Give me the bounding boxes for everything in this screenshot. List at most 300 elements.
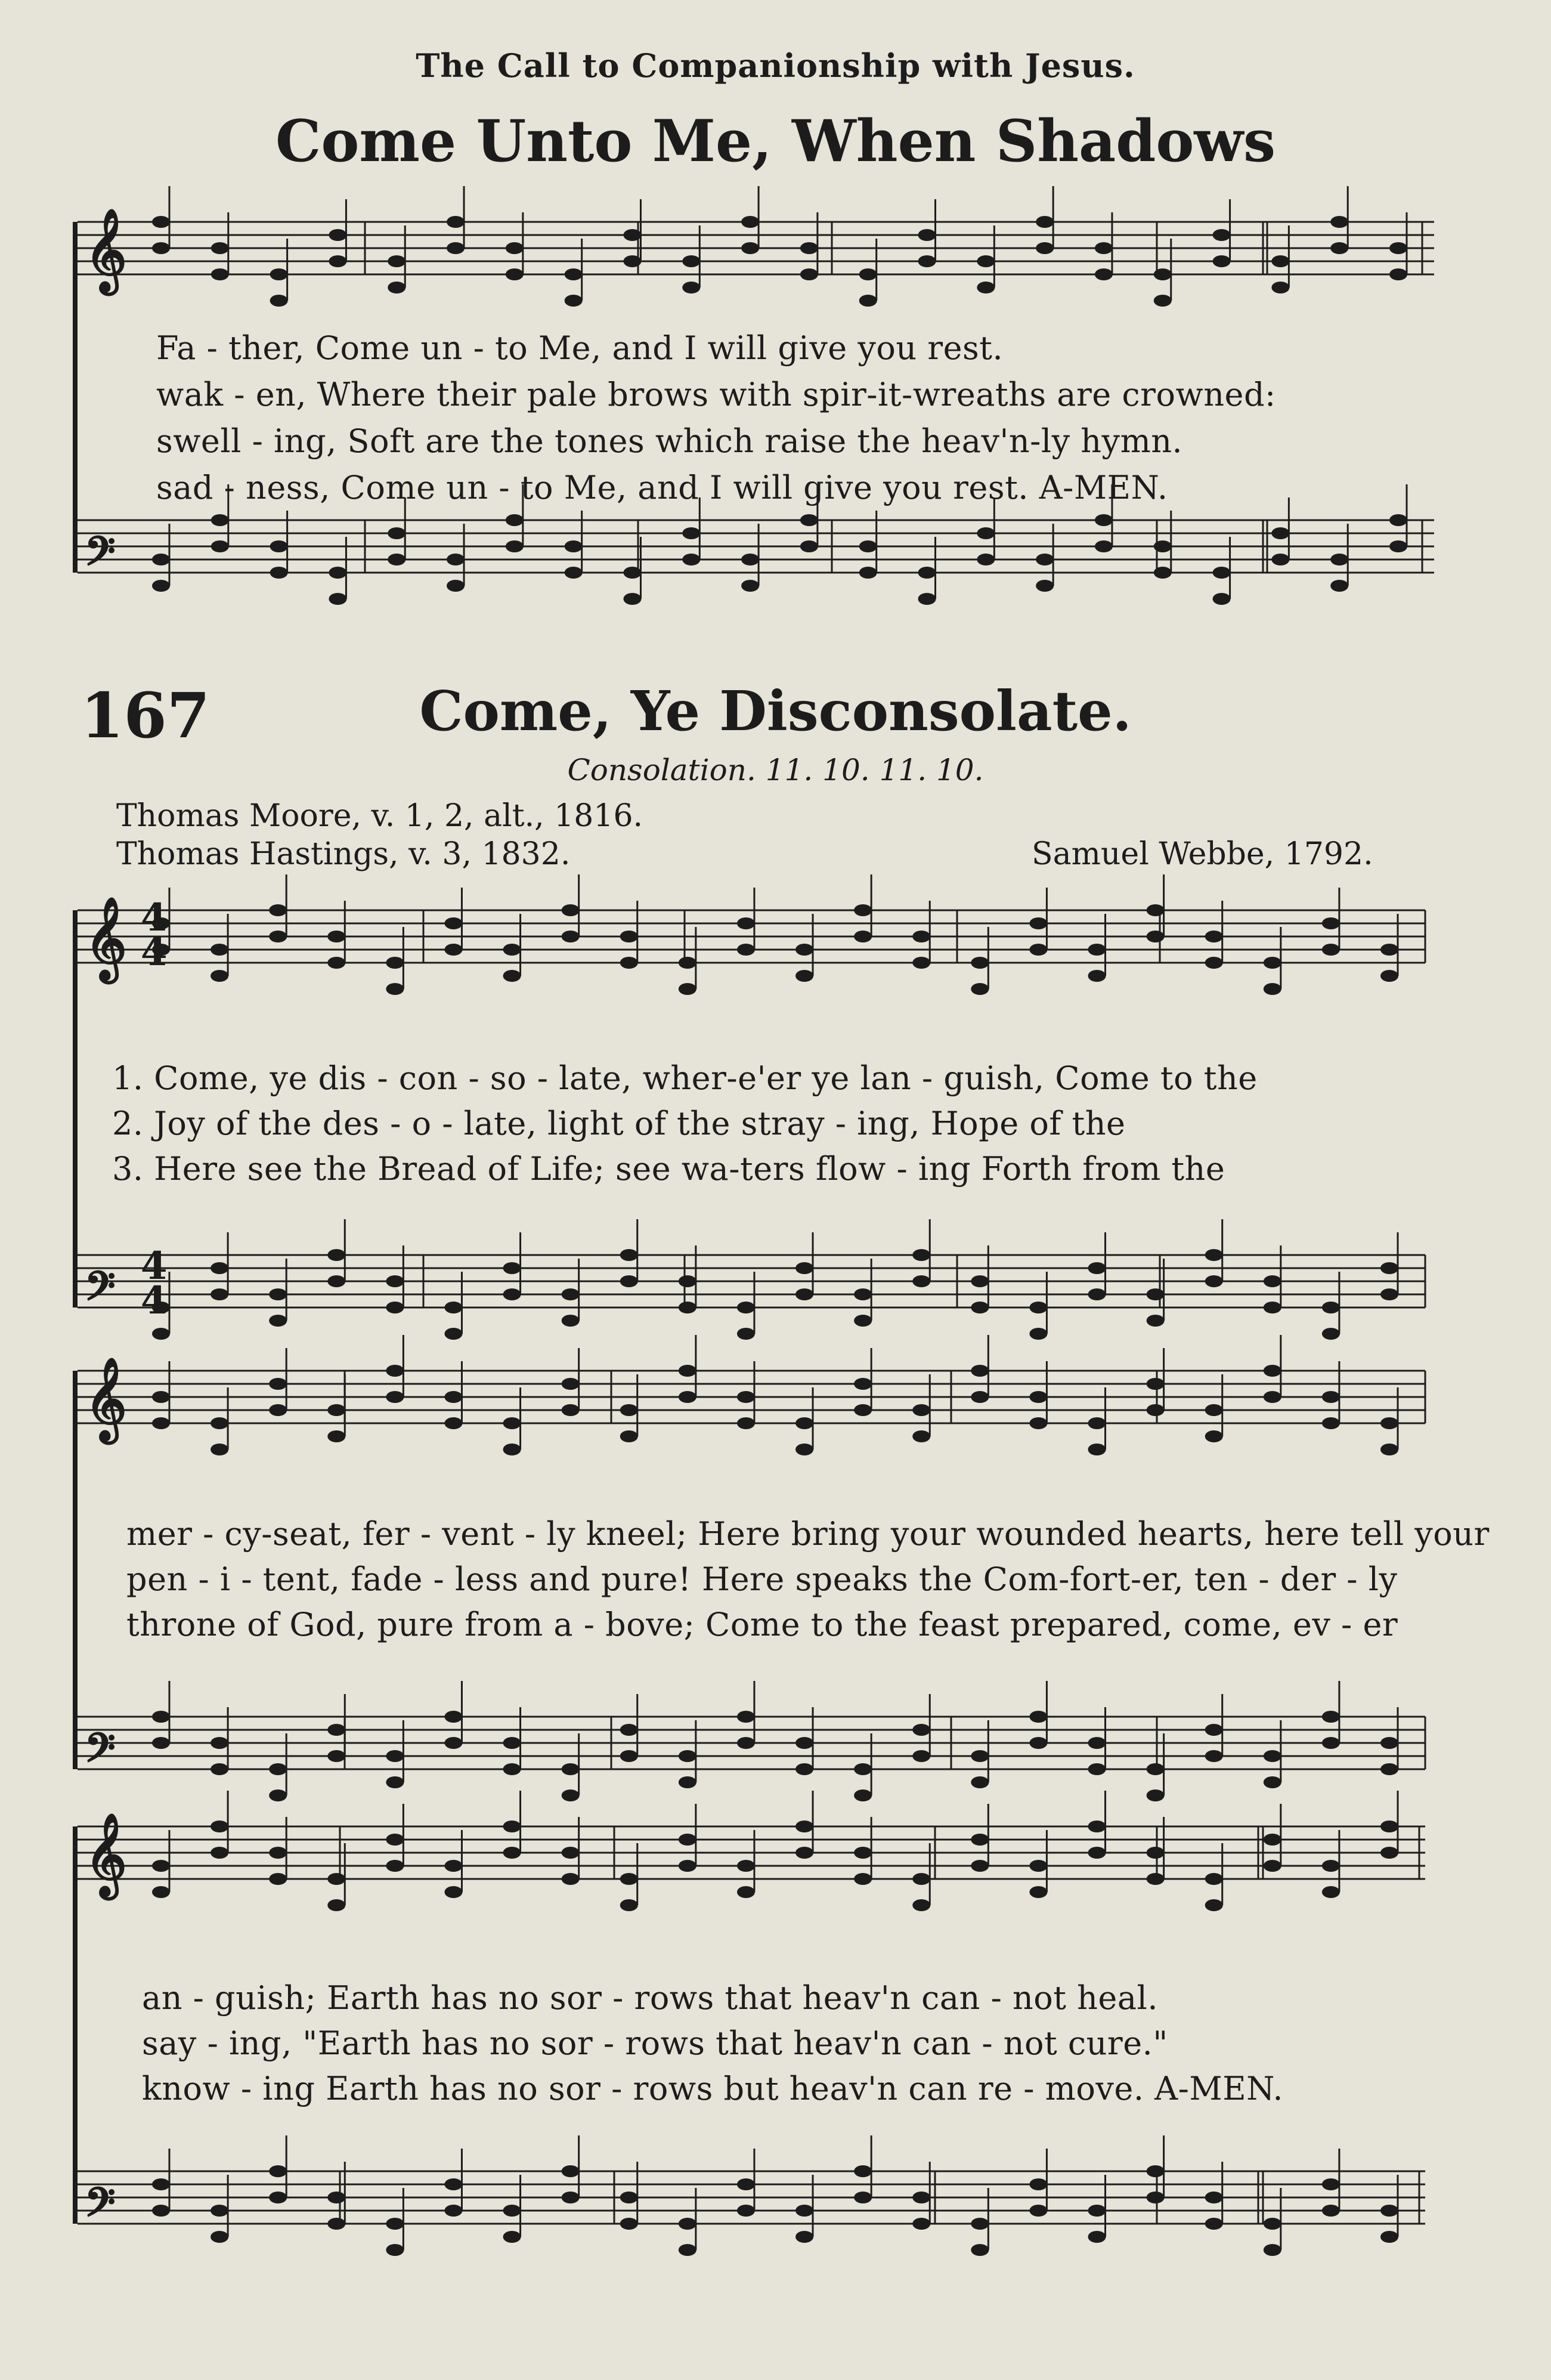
note-head [1213,593,1231,605]
note-head [1029,944,1047,956]
note-head [679,1860,696,1872]
note-head [327,2192,345,2203]
note-head [210,1847,228,1859]
note-head [503,1417,521,1429]
note-head [210,1262,228,1274]
note-head [506,540,524,552]
note-head [506,514,524,526]
note-head [1380,944,1398,956]
note-head [854,904,872,916]
note-head [971,1391,989,1403]
note-head [152,2205,170,2217]
treble-clef-icon: 𝄞 [85,1813,127,1896]
note-head [269,2192,287,2203]
note-head [679,2218,696,2230]
note-head [1389,514,1407,526]
note-head [859,540,877,552]
note-head [1205,1873,1223,1885]
note-head [1095,242,1113,254]
note-head [269,1763,287,1775]
note-head [859,567,877,579]
note-head [620,1275,638,1287]
note-head [620,1899,638,1911]
note-head [1095,540,1113,552]
note-head [1147,1404,1165,1416]
note-head [737,1328,755,1340]
note-head [562,1378,580,1390]
note-head [503,1763,521,1775]
note-head [1036,580,1054,592]
note-head [1147,931,1165,942]
note-head [1380,970,1398,982]
note-head [269,1378,287,1390]
note-head [1205,1899,1223,1911]
note-head [1213,229,1231,241]
note-head [1036,216,1054,228]
note-head [971,1365,989,1377]
note-head [1271,554,1289,565]
note-head [918,229,936,241]
note-head [327,1249,345,1261]
note-head [386,1834,404,1846]
note-head [1154,295,1172,307]
treble-clef-icon: 𝄞 [85,897,127,980]
note-head [1036,554,1054,565]
note-head [1330,242,1348,254]
note-head [388,255,405,267]
note-head [444,1737,462,1749]
note-head [800,268,818,280]
previous-lyric-line: swell - ing, Soft are the tones which raise the heav'n-ly hymn. [156,422,1183,460]
note-head [211,514,229,526]
note-head [562,1847,580,1859]
note-head [1029,1886,1047,1898]
note-head [1147,1378,1165,1390]
note-head [1205,931,1223,942]
note-head [1205,957,1223,969]
note-head [620,957,638,969]
note-head [1213,567,1231,579]
note-head [565,268,583,280]
note-head [152,1711,170,1723]
note-head [386,957,404,969]
note-head [682,282,700,293]
note-head [971,1834,989,1846]
note-head [386,1750,404,1762]
note-head [620,931,638,942]
note-head [506,242,524,254]
note-head [565,540,583,552]
note-head [210,2231,228,2243]
note-head [854,2165,872,2177]
note-head [386,983,404,995]
note-head [679,1365,696,1377]
note-head [741,242,759,254]
note-head [152,216,170,228]
note-head [1264,1302,1281,1313]
note-head [562,1789,580,1801]
note-head [1205,1404,1223,1416]
note-head [1088,1763,1106,1775]
note-head [977,554,995,565]
note-head [1029,1417,1047,1429]
note-head [386,1391,404,1403]
note-head [977,282,995,293]
bass-clef-icon: 𝄢 [85,1725,116,1781]
note-head [912,1275,930,1287]
note-head [444,917,462,929]
verse-3-line: throne of God, pure from a - bove; Come to the feast prepared, come, ev - er [126,1606,1398,1643]
note-head [971,1750,989,1762]
note-head [1088,2205,1106,2217]
note-head [1322,2205,1340,2217]
note-head [1264,1750,1281,1762]
note-head [1147,1847,1165,1859]
note-head [1271,282,1289,293]
note-head [1029,1711,1047,1723]
hymn-title: Come, Ye Disconsolate. [419,679,1132,743]
note-head [1380,1262,1398,1274]
note-head [1264,1776,1281,1788]
note-head [329,255,346,267]
verse-2-line: pen - i - tent, fade - less and pure! Here speaks the Com-fort-er, ten - der - ly [126,1560,1398,1598]
note-head [1330,554,1348,565]
note-head [444,1417,462,1429]
note-head [1380,1288,1398,1300]
verse-3-line: know - ing Earth has no sor - rows but heav'n can re - move. A-MEN. [142,2070,1284,2107]
note-head [1264,2244,1281,2256]
note-head [1029,1737,1047,1749]
note-head [800,540,818,552]
note-head [737,1391,755,1403]
note-head [503,1820,521,1832]
note-head [503,1847,521,1859]
note-head [1322,1417,1340,1429]
note-head [210,1820,228,1832]
note-head [210,1444,228,1455]
note-head [1330,580,1348,592]
note-head [1380,1737,1398,1749]
note-head [211,268,229,280]
note-head [1205,1750,1223,1762]
note-head [329,567,346,579]
note-head [1205,1724,1223,1736]
note-head [503,970,521,982]
note-head [388,282,405,293]
note-head [1264,2218,1281,2230]
note-head [386,1860,404,1872]
note-head [503,944,521,956]
note-head [800,242,818,254]
note-head [270,567,288,579]
note-head [795,1820,813,1832]
note-head [562,1288,580,1300]
note-head [971,957,989,969]
note-head [1205,2218,1223,2230]
note-head [971,1776,989,1788]
note-head [152,1417,170,1429]
note-head [971,1275,989,1287]
note-head [1264,1834,1281,1846]
note-head [1029,1302,1047,1313]
note-head [912,1404,930,1416]
note-head [269,1873,287,1885]
note-head [1147,1789,1165,1801]
note-head [854,1873,872,1885]
note-head [912,1750,930,1762]
previous-hymn-title: Come Unto Me, When Shadows [275,107,1276,175]
note-head [270,540,288,552]
note-head [1264,983,1281,995]
note-head [503,1444,521,1455]
words-credit: Thomas Hastings, v. 3, 1832. [116,836,571,872]
note-head [1147,1763,1165,1775]
note-head [329,593,346,605]
note-head [1088,1288,1106,1300]
note-head [503,2231,521,2243]
note-head [795,1444,813,1455]
note-head [447,580,465,592]
verse-2-line: say - ing, "Earth has no sor - rows that heav'n can - not cure." [142,2024,1168,2062]
note-head [388,554,405,565]
time-signature-bass: 4 4 [141,1244,168,1323]
note-head [210,1763,228,1775]
note-head [444,1328,462,1340]
note-head [1088,1847,1106,1859]
note-head [971,1860,989,1872]
note-head [1271,255,1289,267]
note-head [1154,268,1172,280]
note-head [562,931,580,942]
note-head [327,2218,345,2230]
note-head [1147,904,1165,916]
note-head [1389,268,1407,280]
note-head [444,1302,462,1313]
note-head [918,567,936,579]
note-head [1029,1328,1047,1340]
note-head [503,1288,521,1300]
note-head [447,554,465,565]
note-head [210,1737,228,1749]
note-head [1380,1417,1398,1429]
note-head [1264,1391,1281,1403]
note-head [737,1417,755,1429]
note-head [737,1886,755,1898]
note-head [152,1391,170,1403]
note-head [854,1288,872,1300]
note-head [912,1430,930,1442]
note-head [565,295,583,307]
note-head [1205,1430,1223,1442]
note-head [269,904,287,916]
note-head [444,1391,462,1403]
note-head [447,242,465,254]
note-head [1036,242,1054,254]
note-head [795,1262,813,1274]
note-head [737,944,755,956]
note-head [620,1430,638,1442]
note-head [152,554,170,565]
note-head [854,1315,872,1327]
note-head [210,970,228,982]
note-head [854,2192,872,2203]
note-head [506,268,524,280]
note-head [971,1302,989,1313]
note-head [682,255,700,267]
note-head [795,1417,813,1429]
note-head [682,554,700,565]
note-head [679,2244,696,2256]
note-head [503,1737,521,1749]
previous-lyric-line: Fa - ther, Come un - to Me, and I will give you rest. [156,329,1004,367]
note-head [1147,1288,1165,1300]
note-head [1154,540,1172,552]
note-head [327,1899,345,1911]
note-head [211,540,229,552]
note-head [388,527,405,539]
note-head [679,1834,696,1846]
note-head [620,1724,638,1736]
note-head [623,593,641,605]
note-head [1380,1763,1398,1775]
time-signature-treble: 4 4 [141,895,168,975]
note-head [1029,2178,1047,2190]
note-head [1322,1302,1340,1313]
note-head [503,1262,521,1274]
note-head [1322,1391,1340,1403]
note-head [737,2178,755,2190]
note-head [679,1776,696,1788]
note-head [1088,1444,1106,1455]
note-head [386,1776,404,1788]
note-head [620,1750,638,1762]
note-head [971,983,989,995]
note-head [152,1860,170,1872]
note-head [152,1737,170,1749]
note-head [912,1249,930,1261]
note-head [1029,2205,1047,2217]
note-head [152,1328,170,1340]
note-head [269,1847,287,1859]
note-head [623,255,641,267]
verse-3-line: 3. Here see the Bread of Life; see wa-ters flow - ing Forth from the [112,1150,1225,1188]
note-head [447,216,465,228]
note-head [977,255,995,267]
note-head [562,1763,580,1775]
note-head [679,1302,696,1313]
note-head [1330,216,1348,228]
note-head [210,1288,228,1300]
note-head [679,1275,696,1287]
note-head [795,1763,813,1775]
note-head [1147,1873,1165,1885]
note-head [623,229,641,241]
treble-clef-icon: 𝄞 [85,1358,127,1441]
note-head [1147,1315,1165,1327]
bass-clef-icon: 𝄢 [85,528,116,584]
note-head [977,527,995,539]
note-head [918,255,936,267]
note-head [741,216,759,228]
music-credit: Samuel Webbe, 1792. [1032,836,1373,872]
verse-1-line: an - guish; Earth has no sor - rows that heav'n can - not heal. [142,1979,1158,2017]
note-head [444,2205,462,2217]
note-head [1322,917,1340,929]
note-head [444,1886,462,1898]
note-head [562,2192,580,2203]
note-head [1095,514,1113,526]
note-head [1322,1328,1340,1340]
note-head [737,1860,755,1872]
note-head [386,2244,404,2256]
note-head [1380,1847,1398,1859]
previous-lyric-line: wak - en, Where their pale brows with spir-it-wreaths are crowned: [156,376,1276,413]
note-head [620,1249,638,1261]
note-head [1029,917,1047,929]
note-head [386,1302,404,1313]
note-head [737,2205,755,2217]
note-head [1147,2165,1165,2177]
note-head [327,1750,345,1762]
note-head [679,957,696,969]
note-head [269,1789,287,1801]
words-credit: Thomas Moore, v. 1, 2, alt., 1816. [116,798,643,834]
note-head [503,2205,521,2217]
note-head [152,1886,170,1898]
note-head [562,1404,580,1416]
note-head [737,917,755,929]
note-head [1205,2192,1223,2203]
note-head [795,1847,813,1859]
note-head [1380,2231,1398,2243]
note-head [741,580,759,592]
treble-clef-icon: 𝄞 [85,209,127,292]
note-head [912,1724,930,1736]
note-head [1088,1820,1106,1832]
note-head [386,1275,404,1287]
note-head [912,1873,930,1885]
note-head [1088,2231,1106,2243]
previous-lyric-line: sad - ness, Come un - to Me, and I will give you rest. A-MEN. [156,469,1168,506]
note-head [795,2205,813,2217]
note-head [1264,1860,1281,1872]
note-head [854,1763,872,1775]
section-heading: The Call to Companionship with Jesus. [416,47,1135,85]
note-head [269,2165,287,2177]
note-head [270,295,288,307]
note-head [562,1315,580,1327]
note-head [327,957,345,969]
note-head [795,944,813,956]
note-head [152,242,170,254]
note-head [1389,242,1407,254]
note-head [329,229,346,241]
note-head [795,970,813,982]
note-head [679,983,696,995]
note-head [327,931,345,942]
note-head [800,514,818,526]
note-head [1147,2192,1165,2203]
note-head [1088,944,1106,956]
note-head [737,1302,755,1313]
note-head [854,1847,872,1859]
note-head [1322,1886,1340,1898]
note-head [1029,1391,1047,1403]
note-head [741,554,759,565]
note-head [1088,1737,1106,1749]
note-head [912,1899,930,1911]
note-head [562,2165,580,2177]
